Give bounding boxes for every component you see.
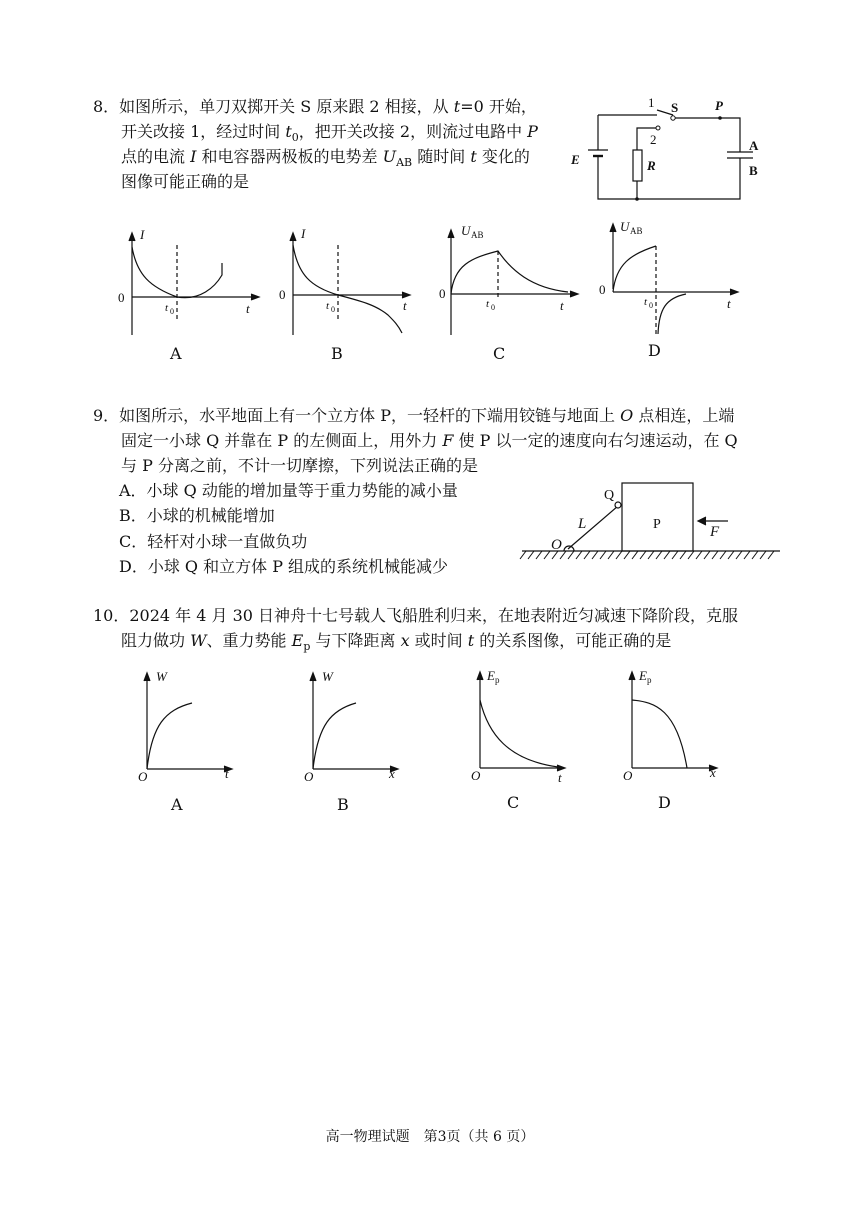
svg-text:O: O bbox=[471, 768, 481, 783]
q9-label-q: Q bbox=[604, 488, 615, 503]
svg-text:t: t bbox=[326, 300, 330, 312]
q9-line-1: 9．如图所示，水平地面上有一个立方体 P，一轻杆的下端用铰链与地面上 O 点相连，上端 bbox=[93, 406, 735, 425]
svg-text:0: 0 bbox=[118, 290, 125, 305]
q8-line-1: 8．如图所示，单刀双掷开关 S 原来跟 2 相接，从 t=0 开始， bbox=[93, 97, 537, 116]
svg-text:t: t bbox=[225, 766, 229, 781]
svg-text:I: I bbox=[140, 227, 145, 242]
svg-text:0: 0 bbox=[279, 287, 286, 302]
svg-text:0: 0 bbox=[170, 307, 174, 316]
q10-option-a: A bbox=[171, 795, 183, 814]
q9-choice-b: B．小球的机械能增加 bbox=[119, 506, 275, 525]
q9-line-3: 与 P 分离之前，不计一切摩擦，下列说法正确的是 bbox=[121, 456, 478, 475]
svg-text:O: O bbox=[623, 768, 633, 783]
svg-text:U: U bbox=[461, 223, 471, 238]
q10-graph-c bbox=[463, 664, 578, 784]
svg-text:U: U bbox=[620, 219, 630, 234]
q8-graph-a bbox=[115, 225, 265, 340]
svg-text:t: t bbox=[558, 770, 562, 784]
q10-graph-b bbox=[296, 665, 411, 785]
svg-text:AB: AB bbox=[471, 230, 484, 240]
q10-option-d: D bbox=[658, 793, 671, 812]
svg-text:p: p bbox=[495, 675, 500, 685]
svg-text:I: I bbox=[301, 226, 306, 241]
q8-option-a: A bbox=[170, 344, 182, 363]
q10-option-b: B bbox=[337, 795, 349, 814]
svg-text:AB: AB bbox=[630, 226, 643, 236]
q10-line-2: 阻力做功 W、重力势能 $E_p$ 与下降距离 x 或时间 t 的关系图像，可能正确的是 bbox=[121, 631, 672, 654]
q9-label-f: F bbox=[710, 524, 720, 540]
q9-label-o: O bbox=[551, 537, 562, 553]
svg-text:0: 0 bbox=[331, 305, 335, 314]
circuit-label-a: A bbox=[749, 138, 759, 153]
circuit-label-b: B bbox=[749, 163, 758, 178]
svg-text:p: p bbox=[647, 675, 652, 685]
svg-text:0: 0 bbox=[439, 286, 446, 301]
q9-label-p: P bbox=[653, 517, 661, 532]
q8-option-b: B bbox=[331, 344, 343, 363]
svg-text:E: E bbox=[639, 668, 647, 683]
q8-option-d: D bbox=[648, 341, 661, 360]
q8-graph-b bbox=[276, 225, 426, 340]
svg-text:E: E bbox=[487, 668, 495, 683]
q10-line-1: 10．2024 年 4 月 30 日神舟十七号载人飞船胜利归来，在地表附近匀减速下降阶段，克服 bbox=[93, 606, 739, 625]
svg-text:t: t bbox=[403, 298, 407, 313]
svg-text:t: t bbox=[727, 296, 731, 311]
q10-graph-a bbox=[130, 665, 245, 785]
q8-graph-c bbox=[436, 220, 586, 340]
circuit-label-p: P bbox=[715, 98, 723, 113]
page-footer: 高一物理试题 第3页（共 6 页） bbox=[325, 1129, 535, 1145]
svg-text:0: 0 bbox=[649, 301, 653, 310]
circuit-label-e: E bbox=[571, 152, 580, 167]
svg-text:0: 0 bbox=[491, 303, 495, 312]
q9-choice-d: D．小球 Q 和立方体 P 组成的系统机械能减少 bbox=[119, 557, 449, 576]
svg-text:O: O bbox=[304, 769, 314, 784]
svg-text:t: t bbox=[165, 302, 169, 314]
q9-block-rod-figure bbox=[518, 476, 783, 566]
q8-graph-d bbox=[596, 214, 746, 339]
svg-text:t: t bbox=[246, 301, 250, 316]
q9-line-2: 固定一小球 Q 并靠在 P 的左侧面上，用外力 F 使 P 以一定的速度向右匀速运动，在 Q bbox=[121, 431, 738, 450]
q8-circuit-diagram bbox=[565, 92, 775, 207]
svg-text:W: W bbox=[322, 669, 333, 684]
q9-label-l: L bbox=[578, 516, 587, 532]
circuit-label-2: 2 bbox=[650, 132, 657, 147]
q8-line-2: 开关改接 1，经过时间 $t_0$，把开关改接 2，则流过电路中 P bbox=[121, 122, 538, 145]
q8-line-4: 图像可能正确的是 bbox=[121, 172, 250, 191]
q9-choice-a: A．小球 Q 动能的增加量等于重力势能的减小量 bbox=[119, 481, 458, 500]
svg-text:W: W bbox=[156, 669, 167, 684]
q8-option-c: C bbox=[493, 344, 506, 363]
svg-text:t: t bbox=[560, 298, 564, 313]
q10-graph-d bbox=[615, 664, 730, 784]
circuit-label-1: 1 bbox=[648, 95, 655, 110]
svg-text:t: t bbox=[644, 296, 648, 308]
svg-text:0: 0 bbox=[599, 282, 606, 297]
svg-text:x: x bbox=[710, 765, 716, 780]
q9-choice-c: C．轻杆对小球一直做负功 bbox=[119, 532, 308, 551]
circuit-label-r: R bbox=[647, 158, 656, 173]
circuit-label-s: S bbox=[671, 100, 679, 115]
q10-option-c: C bbox=[507, 793, 520, 812]
q8-line-3: 点的电流 I 和电容器两极板的电势差 $U_{AB}$ 随时间 t 变化的 bbox=[121, 147, 530, 170]
svg-text:x: x bbox=[389, 766, 395, 781]
svg-text:t: t bbox=[486, 298, 490, 310]
svg-text:O: O bbox=[138, 769, 148, 784]
